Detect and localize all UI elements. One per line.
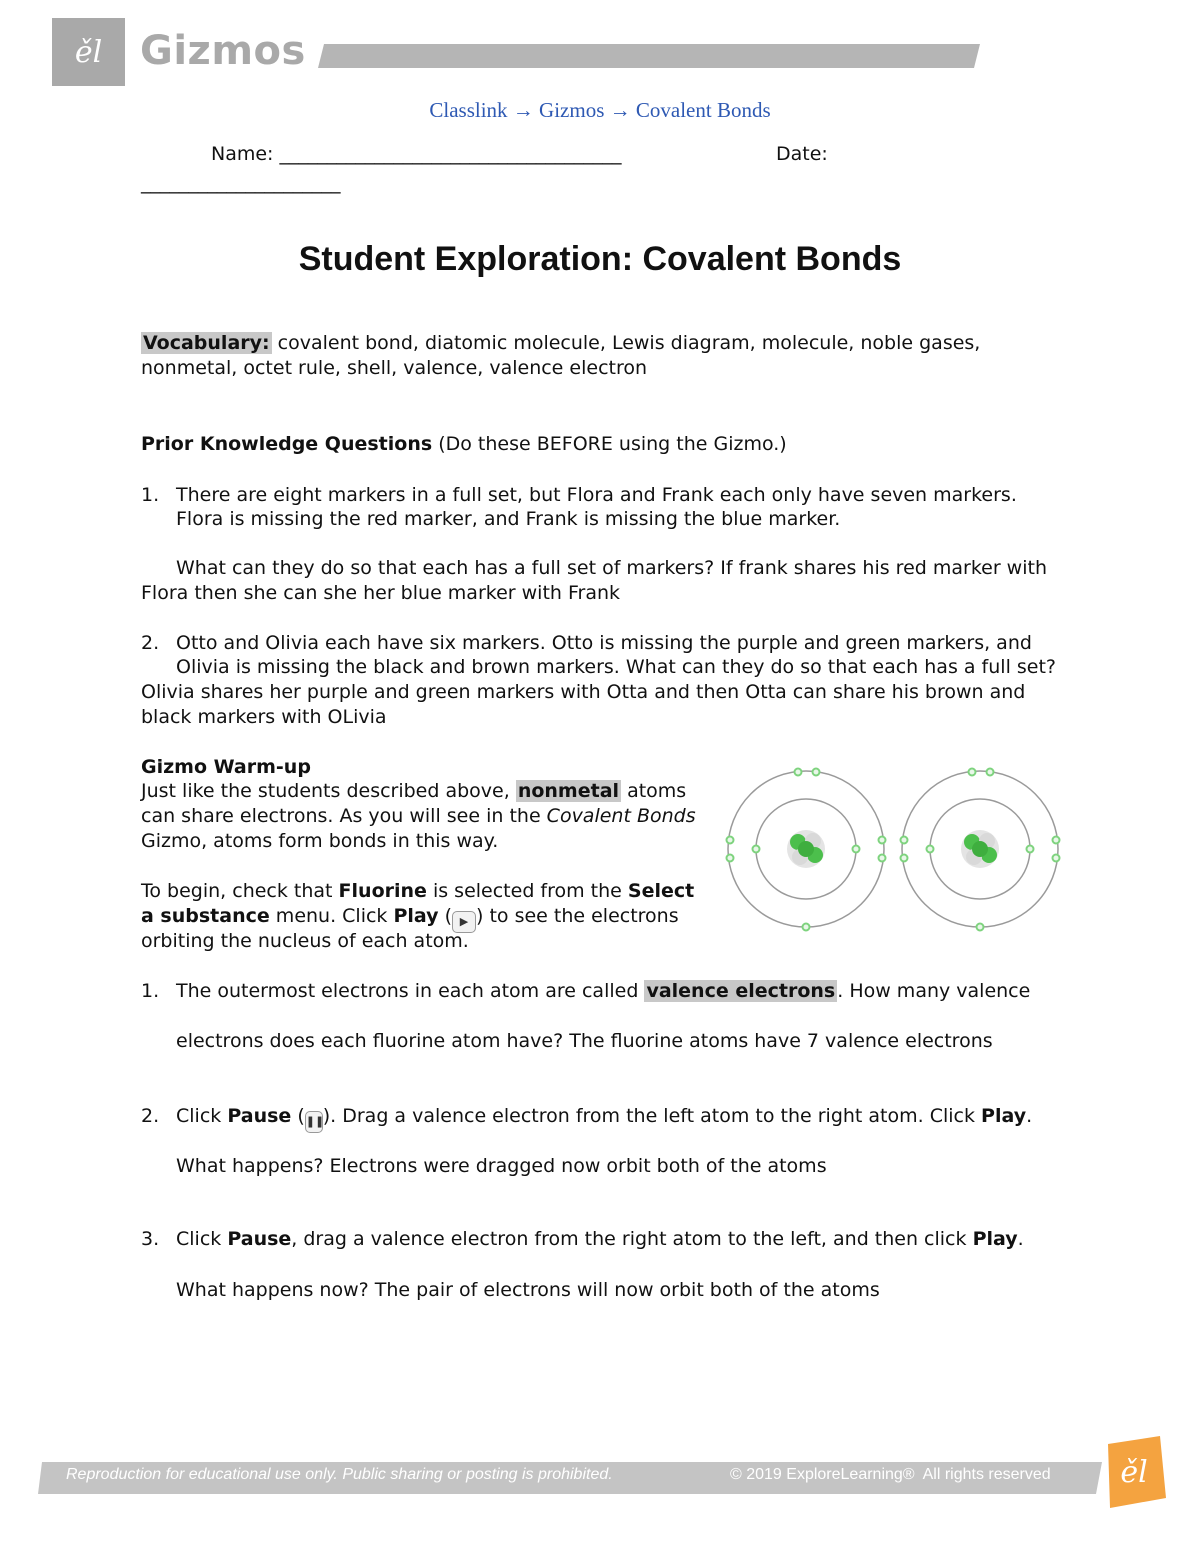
nonmetal-highlight: nonmetal xyxy=(517,780,620,802)
warmup-p2-line-2: a substance menu. Click Play ( ▶ ) to see the electrons xyxy=(141,905,679,933)
prior-q1-answer-line-1: What can they do so that each has a full set of markers? If frank shares his red marker with xyxy=(176,557,1047,579)
fluorine-atoms-diagram xyxy=(720,762,1066,936)
prior-q2-line-1: Otto and Olivia each have six markers. Otto is missing the purple and green markers, and xyxy=(176,632,1032,654)
q3-number: 3. xyxy=(141,1228,160,1250)
warmup-p1-line-3: Gizmo, atoms form bonds in this way. xyxy=(141,830,499,852)
valence-electrons-highlight: valence electrons xyxy=(646,980,836,1002)
q2-answer: What happens? Electrons were dragged now orbit both of the atoms xyxy=(176,1155,827,1177)
warmup-p1-line-1: Just like the students described above, nonmetal atoms xyxy=(141,780,687,802)
gizmos-logo-icon: ěl xyxy=(52,18,125,86)
svg-text:ěl: ěl xyxy=(1120,1455,1148,1490)
date-label: Date: xyxy=(776,143,828,165)
q3-answer: What happens now? The pair of electrons will now orbit both of the atoms xyxy=(176,1279,880,1301)
q1-number: 1. xyxy=(141,980,160,1002)
warmup-p2-line-1: To begin, check that Fluorine is selected from the Select xyxy=(141,880,695,902)
footer-copyright: © 2019 ExploreLearning® All rights reserved xyxy=(730,1466,1051,1483)
q3-line-1: Click Pause, drag a valence electron from the right atom to the left, and then click Play. xyxy=(176,1228,1024,1250)
prior-q1-line-1: There are eight markers in a full set, but Flora and Frank each only have seven markers. xyxy=(176,484,1017,506)
q2-number: 2. xyxy=(141,1105,160,1127)
prior-q2-number: 2. xyxy=(141,632,160,654)
vocabulary-line-1: Vocabulary: covalent bond, diatomic molecule, Lewis diagram, molecule, noble gases, xyxy=(143,332,981,354)
left-nucleus-icon xyxy=(787,830,825,868)
prior-q1-answer-line-2: Flora then she can she her blue marker with Frank xyxy=(141,582,621,604)
vocabulary-label: Vocabulary: xyxy=(143,332,270,354)
prior-q1-number: 1. xyxy=(141,484,160,506)
q1-answer: electrons does each fluorine atom have? The fluorine atoms have 7 valence electrons xyxy=(176,1030,993,1052)
prior-q1-line-2: Flora is missing the red marker, and Frank is missing the blue marker. xyxy=(176,508,841,530)
right-atom xyxy=(901,769,1060,931)
explorelearning-logo-icon xyxy=(1102,1436,1166,1508)
page-title: Student Exploration: Covalent Bonds xyxy=(298,240,902,278)
date-field: _____________________ xyxy=(141,172,341,194)
right-nucleus-icon xyxy=(961,830,999,868)
q2-line-1: Click Pause (❚❚). Drag a valence electron from the left atom to the right atom. Click Play. xyxy=(176,1105,1032,1133)
warmup-heading: Gizmo Warm-up xyxy=(141,756,311,778)
prior-knowledge-heading: Prior Knowledge Questions (Do these BEFORE using the Gizmo.) xyxy=(141,433,787,455)
q1-line-1: The outermost electrons in each atom are called valence electrons . How many valence xyxy=(176,980,1031,1002)
left-atom xyxy=(727,769,886,931)
header-bar xyxy=(318,44,980,68)
brand-name: Gizmos xyxy=(140,28,306,74)
footer-disclaimer: Reproduction for educational use only. Public sharing or posting is prohibited. xyxy=(66,1466,613,1483)
pause-icon: ❚❚ xyxy=(305,1111,323,1133)
play-icon: ▶ xyxy=(452,911,476,933)
name-field: Name: ____________________________________ xyxy=(211,143,622,165)
prior-q2-answer-line-2: black markers with OLivia xyxy=(141,706,387,728)
warmup-p1-line-2: can share electrons. As you will see in the Covalent Bonds xyxy=(141,805,696,827)
prior-q2-answer-line-1: Olivia shares her purple and green markers with Otta and then Otta can share his brown and xyxy=(141,681,1026,703)
breadcrumb: Classlink → Gizmos → Covalent Bonds xyxy=(429,98,771,122)
warmup-p2-line-3: orbiting the nucleus of each atom. xyxy=(141,930,469,952)
prior-q2-line-2: Olivia is missing the black and brown markers. What can they do so that each has a full set? xyxy=(176,656,1057,678)
vocabulary-line-2: nonmetal, octet rule, shell, valence, valence electron xyxy=(141,357,648,379)
